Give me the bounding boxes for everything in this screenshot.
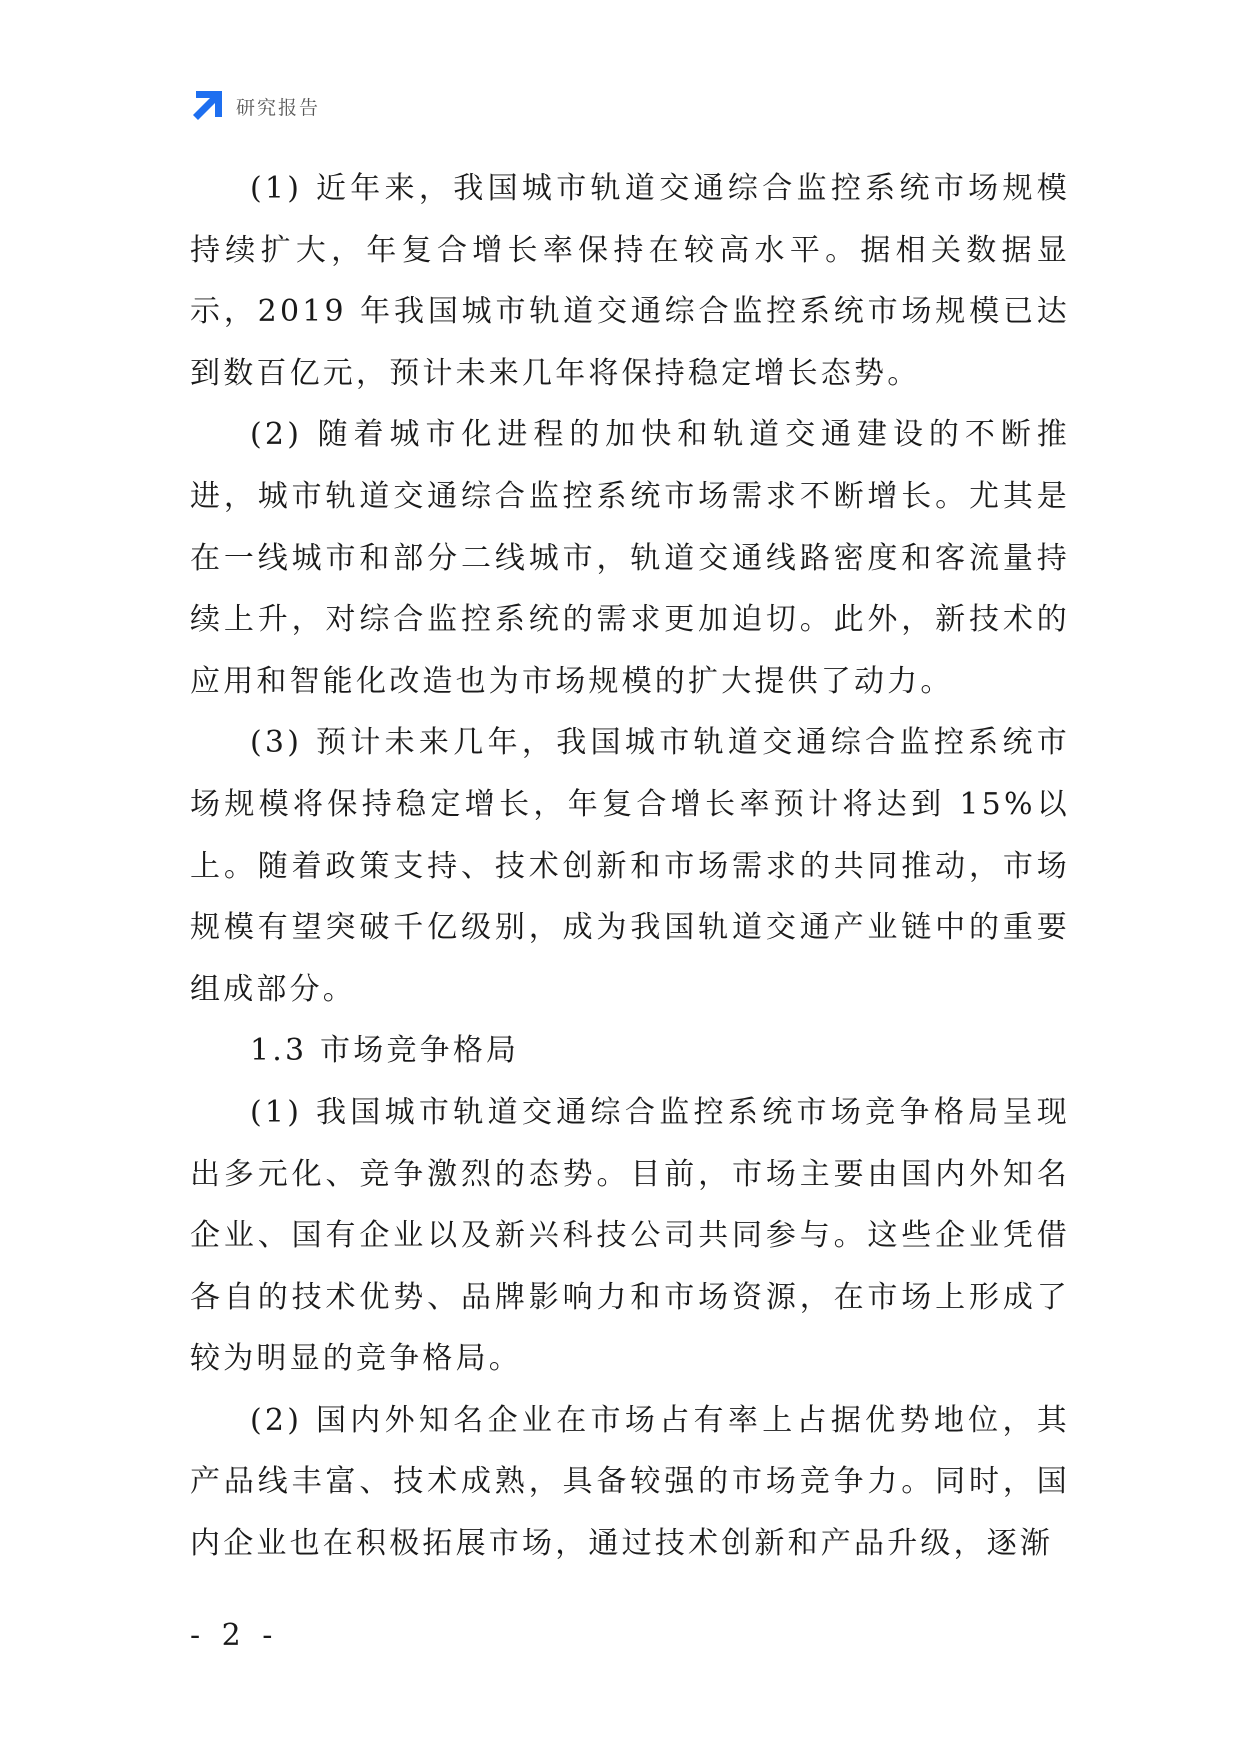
- paragraph-market-size-3: (3) 预计未来几年，我国城市轨道交通综合监控系统市场规模将保持稳定增长，年复合增长率预计将达到 15%以上。随着政策支持、技术创新和市场需求的共同推动，市场规模有望突破千亿级别，成为我国轨道交通产业链中的重要组成部分。: [190, 725, 1070, 1007]
- arrow-up-right-icon: [190, 89, 224, 123]
- page-number: - 2 -: [190, 1618, 279, 1653]
- header-title: 研究报告: [236, 96, 321, 119]
- paragraph-competition-1: (1) 我国城市轨道交通综合监控系统市场竞争格局呈现出多元化、竞争激烈的态势。目前，市场主要由国内外知名企业、国有企业以及新兴科技公司共同参与。这些企业凭借各自的技术优势、品牌影响力和市场资源，在市场上形成了较为明显的竞争格局。: [190, 1094, 1070, 1377]
- paragraph-market-size-1: (1) 近年来，我国城市轨道交通综合监控系统市场规模持续扩大，年复合增长率保持在较高水平。据相关数据显示，2019 年我国城市轨道交通综合监控系统市场规模已达到数百亿元，预计未来几年将保持稳定增长态势。: [190, 171, 1070, 391]
- report-header: [190, 88, 320, 124]
- paragraph-competition-2: (2) 国内外知名企业在市场占有率上占据优势地位，其产品线丰富、技术成熟，具备较强的市场竞争力。同时，国内企业也在积极拓展市场，通过技术创新和产品升级，逐渐: [190, 1402, 1070, 1562]
- section-heading: 1.3 市场竞争格局: [250, 1033, 520, 1069]
- document-body: [190, 158, 1070, 1575]
- paragraph-market-size-2: (2) 随着城市化进程的加快和轨道交通建设的不断推进，城市轨道交通综合监控系统市场需求不断增长。尤其是在一线城市和部分二线城市，轨道交通线路密度和客流量持续上升，对综合监控系统的需求更加迫切。此外，新技术的应用和智能化改造也为市场规模的扩大提供了动力。: [190, 417, 1070, 699]
